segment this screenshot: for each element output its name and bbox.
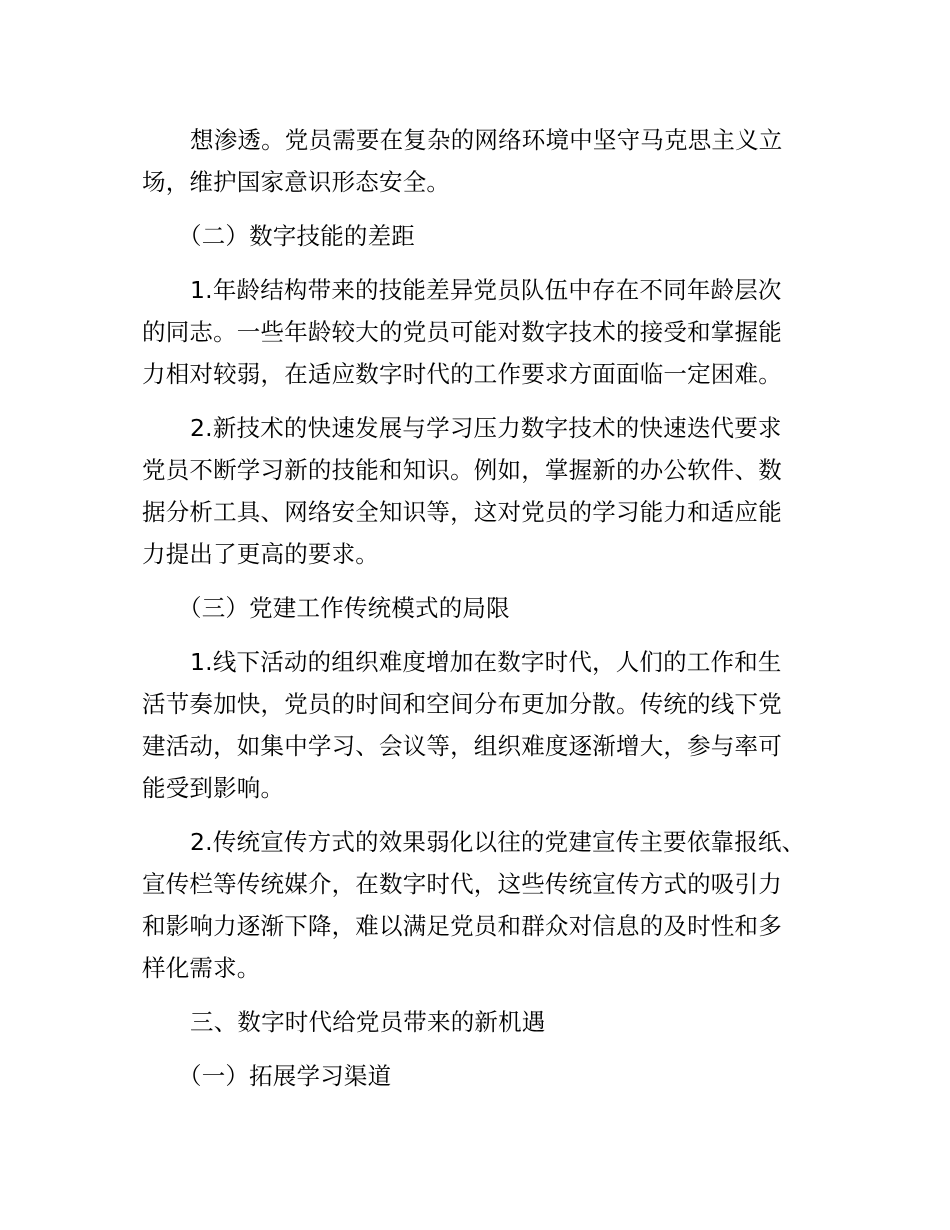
text-line: （二）数字技能的差距 bbox=[178, 222, 415, 250]
text-line: 1.线下活动的组织难度增加在数字时代，人们的工作和生 bbox=[190, 648, 782, 676]
text-line: 活节奏加快，党员的时间和空间分布更加分散。传统的线下党 bbox=[142, 690, 782, 718]
text-line: 和影响力逐渐下降，难以满足党员和群众对信息的及时性和多 bbox=[142, 912, 782, 940]
text-line: 据分析工具、网络安全知识等，这对党员的学习能力和适应能 bbox=[142, 498, 782, 526]
text-line: 2.新技术的快速发展与学习压力数字技术的快速迭代要求 bbox=[190, 414, 782, 442]
text-line: 宣传栏等传统媒介，在数字时代，这些传统宣传方式的吸引力 bbox=[142, 870, 782, 898]
text-line: 2.传统宣传方式的效果弱化以往的党建宣传主要依靠报纸、 bbox=[190, 828, 806, 856]
text-line: 力相对较弱，在适应数字时代的工作要求方面面临一定困难。 bbox=[142, 360, 782, 388]
text-line: 想渗透。党员需要在复杂的网络环境中坚守马克思主义立 bbox=[190, 126, 783, 154]
text-line: 力提出了更高的要求。 bbox=[142, 540, 379, 568]
text-line: （三）党建工作传统模式的局限 bbox=[178, 594, 510, 622]
text-line: 场，维护国家意识形态安全。 bbox=[142, 168, 451, 196]
text-line: 的同志。一些年龄较大的党员可能对数字技术的接受和掌握能 bbox=[142, 318, 782, 346]
text-line: 能受到影响。 bbox=[142, 774, 285, 802]
text-line: （一）拓展学习渠道 bbox=[178, 1062, 392, 1090]
text-line: 三、数字时代给党员带来的新机遇 bbox=[190, 1008, 546, 1036]
text-line: 1.年龄结构带来的技能差异党员队伍中存在不同年龄层次 bbox=[190, 276, 782, 304]
text-line: 样化需求。 bbox=[142, 954, 261, 982]
text-line: 建活动，如集中学习、会议等，组织难度逐渐增大，参与率可 bbox=[142, 732, 782, 760]
text-line: 党员不断学习新的技能和知识。例如，掌握新的办公软件、数 bbox=[142, 456, 782, 484]
